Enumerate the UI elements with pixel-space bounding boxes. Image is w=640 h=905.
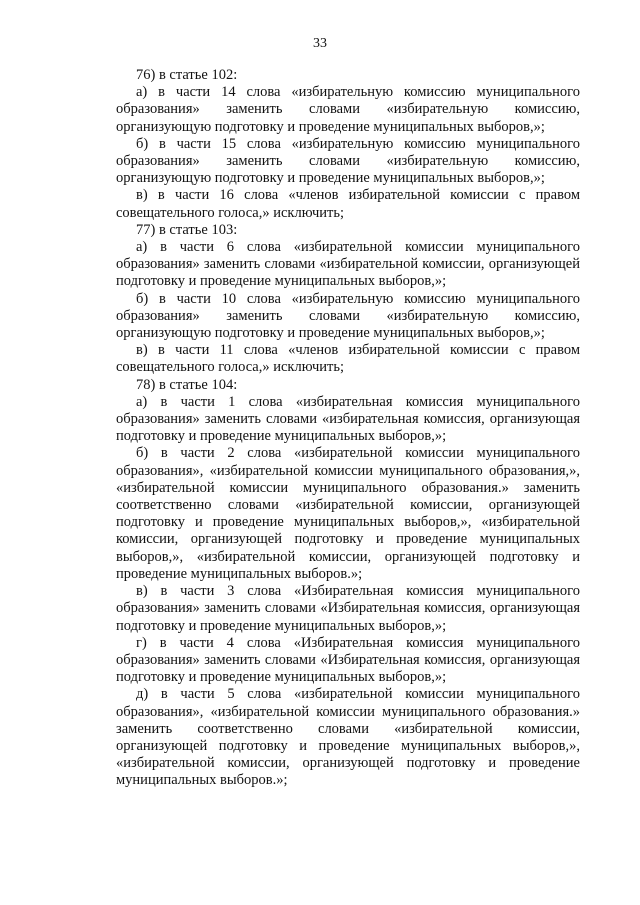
paragraph-103-c: в) в части 11 слова «членов избирательной комиссии с правом совещательного голоса,» исключить; (116, 342, 580, 376)
paragraph-article-103-heading: 77) в статье 103: (136, 221, 238, 238)
paragraph-103-a: а) в части 6 слова «избирательной комиссии муниципального образования» заменить словами «избирательной комиссии, организующей подготовку и проведение муниципальных выборов,»; (116, 239, 580, 290)
paragraph-article-104-heading: 78) в статье 104: (136, 376, 238, 393)
paragraph-102-a: а) в части 14 слова «избирательную комиссию муниципального образования» заменить словами «избирательную комиссию, организующую подготовку и проведение муниципальных выборов,»; (116, 84, 580, 135)
paragraph-104-d: г) в части 4 слова «Избирательная комиссия муниципального образования» заменить словами «Избирательная комиссия, организующая подготовку и проведение муниципальных выборов,»; (116, 634, 580, 686)
paragraph-102-c: в) в части 16 слова «членов избирательной комиссии с правом совещательного голоса,» исключить; (116, 187, 580, 221)
page-number: 33 (313, 36, 327, 51)
paragraph-102-b: б) в части 15 слова «избирательную комиссию муниципального образования» заменить словами «избирательную комиссию, организующую подготовку и проведение муниципальных выборов,»; (116, 135, 580, 187)
paragraph-104-c: в) в части 3 слова «Избирательная комиссия муниципального образования» заменить словами «Избирательная комиссия, организующая подготовку и проведение муниципальных выборов,»; (116, 583, 580, 634)
paragraph-article-102-heading: 76) в статье 102: (136, 67, 238, 83)
paragraph-103-b: б) в части 10 слова «избирательную комиссию муниципального образования» заменить словами «избирательную комиссию, организующую подготовку и проведение муниципальных выборов,»; (116, 290, 580, 342)
document-body (116, 67, 580, 790)
paragraph-104-e: д) в части 5 слова «избирательной комиссии муниципального образования», «избирательной комиссии муниципального образования.» заменить соответственно словами «избирательной комиссии, организующей подготовку и проведение муниципальных выборов,», «избирательной комиссии, организующей подготовку и проведение муниципальных выборов.»; (116, 686, 580, 789)
paragraph-104-a: а) в части 1 слова «избирательная комиссия муниципального образования» заменить словами «избирательная комиссия, организующая подготовку и проведение муниципальных выборов,»; (116, 393, 580, 445)
paragraph-104-b: б) в части 2 слова «избирательной комиссии муниципального образования», «избирательной комиссии муниципального образования,», «избирательной комиссии муниципального образования.» заменить соответственно словами «избирательной комиссии, организующей подготовку и проведение муниципальных выборов,», «избирательной комиссии, организующей подготовку и проведение муниципальных выборов,», «избирательной комиссии, организующей подготовку и проведение муниципальных выборов.»; (116, 445, 580, 582)
